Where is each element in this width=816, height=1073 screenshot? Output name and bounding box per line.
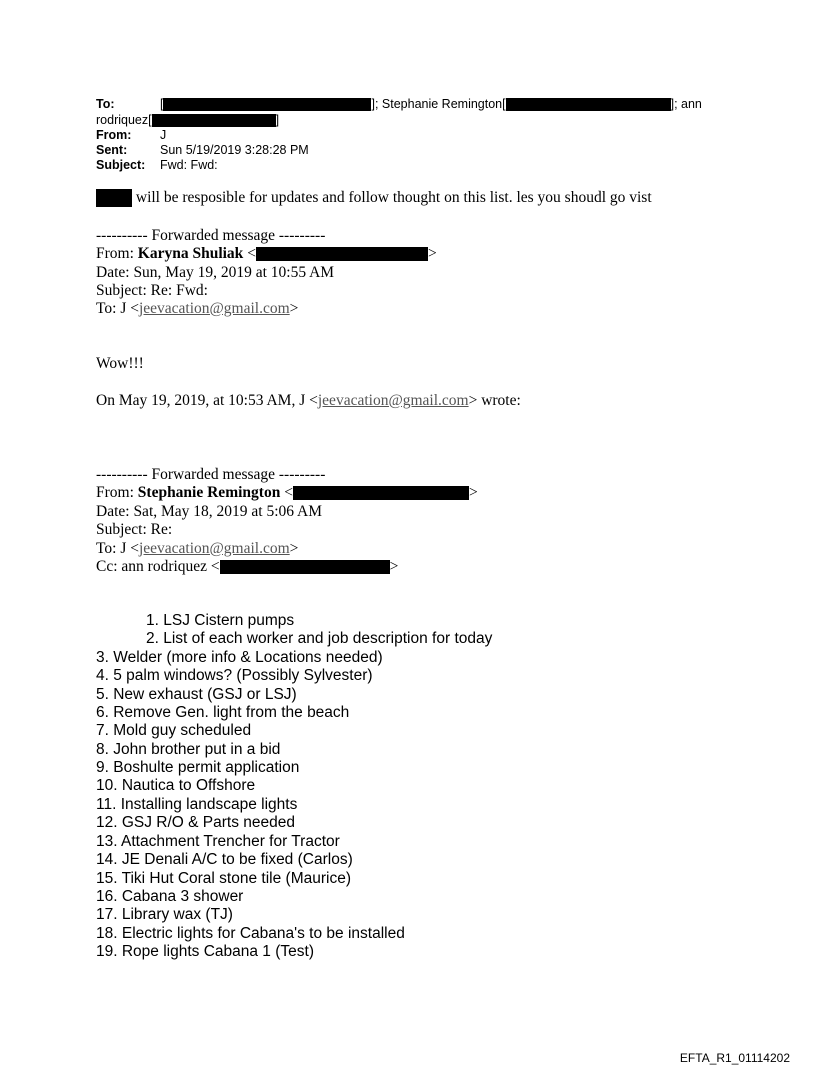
list-item: 2. List of each worker and job description for today: [146, 630, 493, 647]
sent-row: [96, 143, 127, 157]
redaction-bar: [163, 98, 371, 111]
list-item: 4. 5 palm windows? (Possibly Sylvester): [96, 667, 373, 684]
subject-value: Fwd: Fwd:: [160, 158, 218, 172]
list-item: 12. GSJ R/O & Parts needed: [96, 814, 296, 831]
list-item: 17. Library wax (TJ): [96, 906, 233, 923]
fwd-to-line: To: J <jeevacation@gmail.com>: [96, 300, 299, 317]
intro-text: will be resposible for updates and follow thought on this list. les you shoudl go vist: [132, 189, 652, 206]
subject-row: [96, 158, 145, 172]
subject-label: Subject:: [96, 158, 146, 172]
to-separator-stephanie: ]; Stephanie Remington[: [371, 97, 506, 111]
sent-value: Sun 5/19/2019 3:28:28 PM: [160, 143, 309, 157]
wrote-line: On May 19, 2019, at 10:53 AM, J <jeevacation@gmail.com> wrote:: [96, 392, 521, 409]
list-item: 8. John brother put in a bid: [96, 741, 281, 758]
fwd-cc-line: Cc: ann rodriquez < >: [96, 558, 399, 575]
intro-line: [96, 189, 652, 208]
list-item: 3. Welder (more info & Locations needed): [96, 649, 383, 666]
email-link[interactable]: jeevacation@gmail.com: [138, 300, 290, 317]
forward-divider: ---------- Forwarded message ---------: [96, 227, 326, 244]
list-item: 1. LSJ Cistern pumps: [146, 612, 295, 629]
list-item: 10. Nautica to Offshore: [96, 777, 256, 794]
document-id: EFTA_R1_01114202: [679, 1051, 790, 1065]
to-row-continued: rodriquez[ ]: [96, 113, 280, 127]
sent-label: Sent:: [96, 143, 128, 157]
fwd-date-line: Date: Sun, May 19, 2019 at 10:55 AM: [96, 264, 335, 281]
list-item: 9. Boshulte permit application: [96, 759, 300, 776]
email-link[interactable]: jeevacation@gmail.com: [138, 540, 290, 557]
list-item: 15. Tiki Hut Coral stone tile (Maurice): [96, 870, 351, 887]
to-separator-ann: ]; ann: [670, 97, 702, 111]
list-item: 14. JE Denali A/C to be fixed (Carlos): [96, 851, 353, 868]
redaction-bar: [220, 560, 390, 574]
redaction-bar: [96, 189, 132, 207]
email-link[interactable]: jeevacation@gmail.com: [317, 392, 469, 409]
fwd-from-line: From: Stephanie Remington < >: [96, 484, 478, 501]
fwd-to-line: To: J <jeevacation@gmail.com>: [96, 540, 299, 557]
to-value: [ ]; Stephanie Remington[ ]; ann: [160, 97, 702, 111]
to-label: To:: [96, 97, 115, 111]
redaction-bar: [506, 98, 671, 111]
list-item: 18. Electric lights for Cabana's to be installed: [96, 925, 405, 942]
list-item: 13. Attachment Trencher for Tractor: [96, 833, 340, 850]
list-item: 5. New exhaust (GSJ or LSJ): [96, 686, 297, 703]
fwd-date-line: Date: Sat, May 18, 2019 at 5:06 AM: [96, 503, 323, 520]
from-value: J: [160, 128, 167, 142]
fwd-subject-line: Subject: Re:: [96, 521, 173, 538]
list-item: 16. Cabana 3 shower: [96, 888, 244, 905]
redaction-bar: [256, 247, 428, 261]
to-rodriquez: rodriquez[: [96, 113, 152, 127]
sender-name: Stephanie Remington: [137, 484, 281, 501]
forward-divider: ---------- Forwarded message ---------: [96, 466, 326, 483]
reply-text: Wow!!!: [96, 355, 144, 372]
from-row: [96, 128, 131, 142]
fwd-from-line: From: Karyna Shuliak < >: [96, 245, 437, 262]
list-item: 19. Rope lights Cabana 1 (Test): [96, 943, 314, 960]
from-label: From:: [96, 128, 132, 142]
list-item: 6. Remove Gen. light from the beach: [96, 704, 350, 721]
fwd-subject-line: Subject: Re: Fwd:: [96, 282, 208, 299]
redaction-bar: [293, 486, 469, 500]
list-item: 11. Installing landscape lights: [96, 796, 298, 813]
to-row: [96, 97, 115, 111]
sender-name: Karyna Shuliak: [137, 245, 244, 262]
redaction-bar: [152, 114, 276, 127]
list-item: 7. Mold guy scheduled: [96, 722, 252, 739]
